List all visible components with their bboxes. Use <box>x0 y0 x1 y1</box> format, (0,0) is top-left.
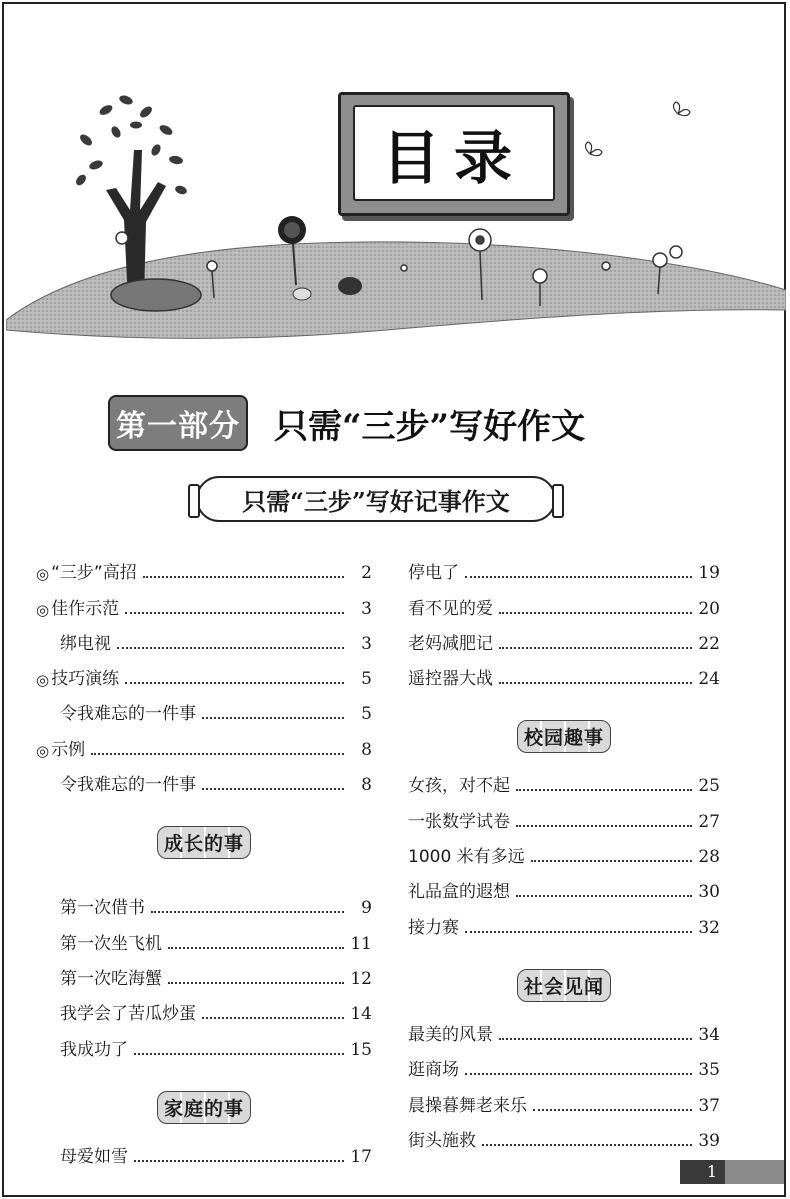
toc-page: 34 <box>698 1024 720 1045</box>
toc-page: 8 <box>361 775 372 796</box>
toc-label: 街头施救 <box>408 1130 476 1151</box>
ladybug <box>338 277 362 295</box>
leader-dots <box>134 1160 344 1162</box>
toc-entry[interactable] <box>408 902 720 937</box>
toc-label: 第一次借书 <box>60 898 145 919</box>
leader-dots <box>125 612 344 614</box>
toc-entry[interactable] <box>36 954 372 989</box>
category-heading <box>36 1060 372 1132</box>
toc-entry[interactable] <box>36 918 372 953</box>
toc-label: 看不见的爱 <box>408 598 493 619</box>
leader-dots <box>125 682 344 684</box>
toc-label: 我成功了 <box>60 1039 128 1060</box>
category-heading-school: 校园趣事 <box>517 720 611 753</box>
toc-page: 3 <box>361 598 372 619</box>
toc-page: 14 <box>350 1004 372 1025</box>
bee <box>293 288 311 300</box>
toc-label: 一张数学试卷 <box>408 811 510 832</box>
leader-dots <box>465 1073 692 1075</box>
toc-entry[interactable] <box>408 1116 720 1151</box>
toc-page: 8 <box>361 739 372 760</box>
toc-page: 17 <box>350 1146 372 1167</box>
toc-label: 1000 米有多远 <box>408 847 525 868</box>
category-heading <box>408 689 720 761</box>
toc-label: 晨操暮舞老来乐 <box>408 1095 527 1116</box>
toc-label: 示例 <box>51 739 86 760</box>
toc-label: 第一次坐飞机 <box>60 933 162 954</box>
toc-page: 5 <box>361 704 372 725</box>
leader-dots <box>134 1053 344 1055</box>
leader-dots <box>499 612 692 614</box>
leader-dots <box>516 895 692 897</box>
toc-entry[interactable] <box>36 760 372 795</box>
toc-page: 2 <box>361 563 372 584</box>
toc-page: 9 <box>361 898 372 919</box>
toc-label: 最美的风景 <box>408 1024 493 1045</box>
toc-left-column <box>36 548 372 1167</box>
toc-entry[interactable] <box>36 1024 372 1059</box>
leader-dots <box>117 647 344 649</box>
category-heading-growth: 成长的事 <box>157 826 251 859</box>
category-heading-society: 社会见闻 <box>517 969 611 1002</box>
leader-dots <box>516 789 692 791</box>
leader-dots <box>499 647 692 649</box>
toc-entry[interactable] <box>36 883 372 918</box>
toc-entry[interactable] <box>408 583 720 618</box>
toc-label: 我学会了苦瓜炒蛋 <box>60 1004 196 1025</box>
leader-dots <box>202 717 344 719</box>
title-inner <box>353 105 555 201</box>
leader-dots <box>482 1144 692 1146</box>
category-heading-family: 家庭的事 <box>157 1091 251 1124</box>
toc-right-column <box>408 548 720 1151</box>
leader-dots <box>531 860 692 862</box>
section-banner: 只需“三步”写好记事作文 <box>196 476 556 522</box>
toc-entry[interactable] <box>36 548 372 583</box>
leader-dots <box>168 947 344 949</box>
toc-label: 逛商场 <box>408 1060 459 1081</box>
category-heading <box>36 795 372 867</box>
bullet-icon: ◎ <box>36 741 50 760</box>
toc-page: 15 <box>350 1039 372 1060</box>
toc-entry[interactable] <box>408 548 720 583</box>
toc-page: 25 <box>698 776 720 797</box>
toc-label: 技巧演练 <box>51 669 120 690</box>
toc-label: 令我难忘的一件事 <box>60 704 196 725</box>
toc-label: “三步”高招 <box>51 563 137 584</box>
toc-entry[interactable] <box>36 619 372 654</box>
toc-label: 接力赛 <box>408 917 459 938</box>
toc-label: 第一次吃海蟹 <box>60 968 162 989</box>
toc-page: 32 <box>698 917 720 938</box>
part-label: 第一部分 <box>108 395 248 451</box>
toc-label: 停电了 <box>408 563 459 584</box>
toc-entry[interactable] <box>408 1010 720 1045</box>
toc-page: 24 <box>698 669 720 690</box>
toc-entry[interactable] <box>36 724 372 759</box>
bush <box>111 279 201 311</box>
toc-label: 母爱如雪 <box>60 1146 128 1167</box>
leader-dots <box>465 931 692 933</box>
toc-label: 遥控器大战 <box>408 669 493 690</box>
toc-entry[interactable] <box>408 761 720 796</box>
leader-dots <box>499 1038 692 1040</box>
toc-page: 27 <box>698 811 720 832</box>
leader-dots <box>533 1109 692 1111</box>
toc-page: 22 <box>698 633 720 654</box>
toc-entry[interactable] <box>36 583 372 618</box>
spacer <box>36 867 372 883</box>
toc-page: 3 <box>361 633 372 654</box>
toc-entry[interactable] <box>36 989 372 1024</box>
part-heading <box>108 398 585 448</box>
toc-entry[interactable] <box>408 1080 720 1115</box>
leader-dots <box>499 682 692 684</box>
toc-page: 28 <box>698 847 720 868</box>
toc-entry[interactable] <box>408 654 720 689</box>
footer-bar <box>680 1160 784 1184</box>
toc-label: 老妈减肥记 <box>408 633 493 654</box>
category-heading <box>408 938 720 1010</box>
leader-dots <box>202 788 344 790</box>
toc-entry[interactable] <box>408 867 720 902</box>
toc-page: 11 <box>350 933 372 954</box>
toc-label: 绑电视 <box>60 633 111 654</box>
toc-label: 女孩，对不起 <box>408 776 510 797</box>
leader-dots <box>202 1017 344 1019</box>
bullet-icon: ◎ <box>36 565 50 584</box>
toc-page: 19 <box>698 563 720 584</box>
toc-page: 5 <box>361 669 372 690</box>
leader-dots <box>151 911 344 913</box>
toc-entry[interactable] <box>408 1045 720 1080</box>
page-title: 目录 <box>381 124 526 192</box>
footer-page-number: 1 <box>706 1162 718 1181</box>
toc-page: 12 <box>350 968 372 989</box>
leader-dots <box>168 982 344 984</box>
toc-label: 佳作示范 <box>51 598 120 619</box>
toc-label: 礼品盒的遐想 <box>408 882 510 903</box>
leader-dots <box>143 576 344 578</box>
toc-entry[interactable] <box>408 832 720 867</box>
toc-page: 37 <box>698 1095 720 1116</box>
toc-entry[interactable] <box>408 796 720 831</box>
toc-entry[interactable] <box>36 689 372 724</box>
butterflies <box>585 102 690 156</box>
toc-page: 39 <box>698 1130 720 1151</box>
toc-page: 20 <box>698 598 720 619</box>
leader-dots <box>516 825 692 827</box>
toc-entry[interactable] <box>36 1132 372 1167</box>
toc-entry[interactable] <box>36 654 372 689</box>
leader-dots <box>465 576 692 578</box>
toc-page: 35 <box>698 1060 720 1081</box>
bullet-icon: ◎ <box>36 671 50 690</box>
toc-page: 30 <box>698 882 720 903</box>
toc-entry[interactable] <box>408 619 720 654</box>
part-title: 只需“三步”写好作文 <box>274 406 586 447</box>
toc-label: 令我难忘的一件事 <box>60 775 196 796</box>
bullet-icon: ◎ <box>36 600 50 619</box>
leader-dots <box>91 753 344 755</box>
title-frame <box>338 92 570 216</box>
